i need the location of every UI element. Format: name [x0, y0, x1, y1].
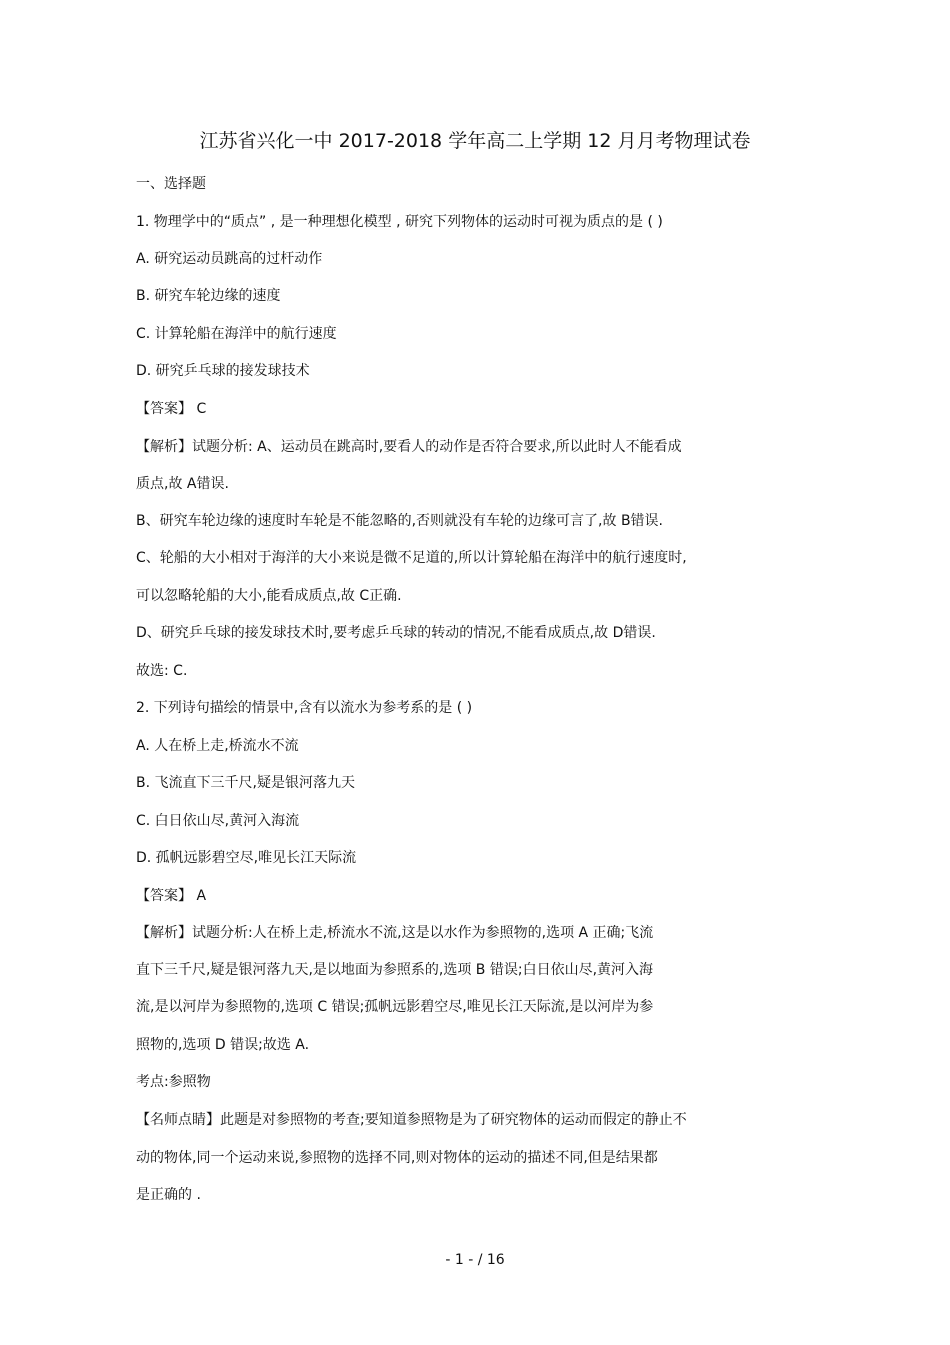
tip-line: 动的物体,同一个运动来说,参照物的选择不同,则对物体的运动的描述不同,但是结果都: [136, 1150, 658, 1166]
analysis-line: D、研究乒乓球的接发球技术时,要考虑乒乓球的转动的情况,不能看成质点,故 D错误.: [136, 625, 656, 641]
analysis-line: 【解析】试题分析: A、运动员在跳高时,要看人的动作是否符合要求,所以此时人不能看成: [136, 439, 682, 455]
analysis-line: 【解析】试题分析:人在桥上走,桥流水不流,这是以水作为参照物的,选项 A 正确;飞流: [136, 925, 654, 941]
topic-line: 考点:参照物: [136, 1074, 211, 1090]
document-title: 江苏省兴化一中 2017-2018 学年高二上学期 12 月月考物理试卷: [199, 130, 751, 152]
option-line: C. 白日依山尽,黄河入海流: [136, 813, 300, 829]
analysis-line: 照物的,选项 D 错误;故选 A.: [136, 1037, 310, 1053]
option-line: D. 研究乒乓球的接发球技术: [136, 363, 310, 379]
answer-line: 【答案】 A: [136, 888, 207, 904]
option-line: A. 人在桥上走,桥流水不流: [136, 738, 299, 754]
analysis-line: B、研究车轮边缘的速度时车轮是不能忽略的,否则就没有车轮的边缘可言了,故 B错误.: [136, 513, 664, 529]
analysis-line: 可以忽略轮船的大小,能看成质点,故 C正确.: [136, 588, 402, 604]
option-line: D. 孤帆远影碧空尽,唯见长江天际流: [136, 850, 357, 866]
analysis-line: 故选: C.: [136, 663, 188, 679]
analysis-line: C、轮船的大小相对于海洋的大小来说是微不足道的,所以计算轮船在海洋中的航行速度时,: [136, 550, 687, 566]
section-heading: 一、选择题: [136, 176, 206, 192]
analysis-line: 质点,故 A错误.: [136, 476, 229, 492]
question-2: 2. 下列诗句描绘的情景中,含有以流水为参考系的是 ( ): [136, 700, 473, 716]
answer-line: 【答案】 C: [136, 401, 207, 417]
tip-line: 是正确的 .: [136, 1187, 201, 1203]
option-line: B. 研究车轮边缘的速度: [136, 288, 281, 304]
analysis-line: 直下三千尺,疑是银河落九天,是以地面为参照系的,选项 B 错误;白日依山尽,黄河入海: [136, 962, 654, 978]
tip-line: 【名师点睛】此题是对参照物的考查;要知道参照物是为了研究物体的运动而假定的静止不: [136, 1112, 687, 1128]
question-1: 1. 物理学中的“质点” , 是一种理想化模型 , 研究下列物体的运动时可视为质点的是 ( ): [136, 214, 663, 230]
page-number: - 1 - / 16: [445, 1252, 505, 1268]
option-line: B. 飞流直下三千尺,疑是银河落九天: [136, 775, 355, 791]
analysis-line: 流,是以河岸为参照物的,选项 C 错误;孤帆远影碧空尽,唯见长江天际流,是以河岸为参: [136, 999, 654, 1015]
option-line: A. 研究运动员跳高的过杆动作: [136, 251, 323, 267]
option-line: C. 计算轮船在海洋中的航行速度: [136, 326, 337, 342]
